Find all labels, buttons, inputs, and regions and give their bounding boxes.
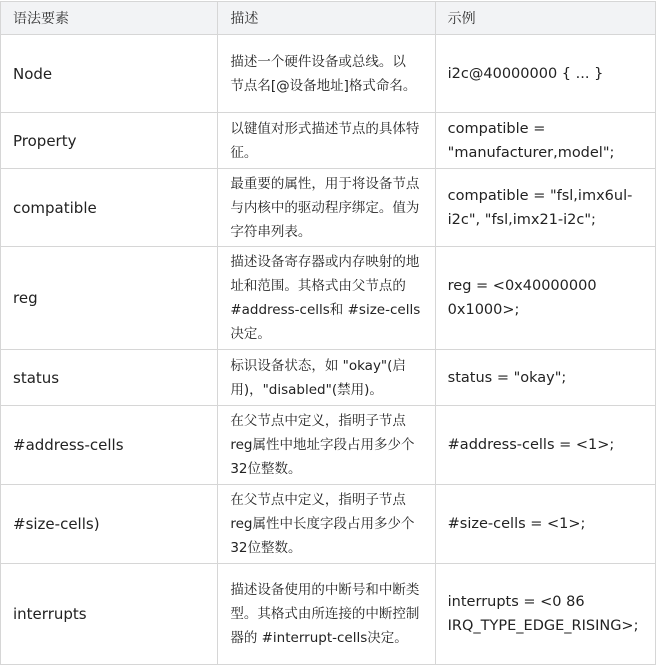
cell-element: #address-cells <box>1 406 218 485</box>
table-row <box>1 406 656 485</box>
table-row <box>1 35 656 113</box>
cell-element: Node <box>1 35 218 113</box>
cell-description: 描述设备寄存器或内存映射的地址和范围。其格式由父节点的 #address-cells和 #size-cells决定。 <box>218 247 435 350</box>
cell-description: 描述一个硬件设备或总线。以 节点名[@设备地址]格式命名。 <box>218 35 435 113</box>
cell-example: status = "okay"; <box>435 350 655 406</box>
table-row <box>1 113 656 169</box>
cell-description: 在父节点中定义，指明子节点 reg属性中地址字段占用多少个32位整数。 <box>218 406 435 485</box>
header-element: 语法要素 <box>1 2 218 35</box>
table-row <box>1 247 656 350</box>
cell-example: compatible = "manufacturer,model"; <box>435 113 655 169</box>
cell-example: #address-cells = <1>; <box>435 406 655 485</box>
cell-element: compatible <box>1 169 218 247</box>
cell-example: reg = <0x40000000 0x1000>; <box>435 247 655 350</box>
table-header <box>1 2 656 35</box>
header-row <box>1 2 656 35</box>
cell-example: #size-cells = <1>; <box>435 485 655 564</box>
cell-description: 标识设备状态，如 "okay"(启用)，"disabled"(禁用)。 <box>218 350 435 406</box>
cell-description: 以键值对形式描述节点的具体特征。 <box>218 113 435 169</box>
cell-example: i2c@40000000 { ... } <box>435 35 655 113</box>
cell-description: 描述设备使用的中断号和中断类型。其格式由所连接的中断控制器的 #interrupt-cells决定。 <box>218 564 435 665</box>
table-body <box>1 35 656 665</box>
table-row <box>1 564 656 665</box>
cell-element: reg <box>1 247 218 350</box>
table-row <box>1 169 656 247</box>
header-description: 描述 <box>218 2 435 35</box>
cell-example: compatible = "fsl,imx6ul-i2c", "fsl,imx21-i2c"; <box>435 169 655 247</box>
cell-element: Property <box>1 113 218 169</box>
cell-example: interrupts = <0 86 IRQ_TYPE_EDGE_RISING>; <box>435 564 655 665</box>
table-row <box>1 350 656 406</box>
cell-description: 最重要的属性，用于将设备节点与内核中的驱动程序绑定。值为字符串列表。 <box>218 169 435 247</box>
cell-description: 在父节点中定义，指明子节点 reg属性中长度字段占用多少个32位整数。 <box>218 485 435 564</box>
cell-element: interrupts <box>1 564 218 665</box>
header-example: 示例 <box>435 2 655 35</box>
cell-element: status <box>1 350 218 406</box>
cell-element: #size-cells) <box>1 485 218 564</box>
syntax-table <box>0 1 656 665</box>
table-row <box>1 485 656 564</box>
